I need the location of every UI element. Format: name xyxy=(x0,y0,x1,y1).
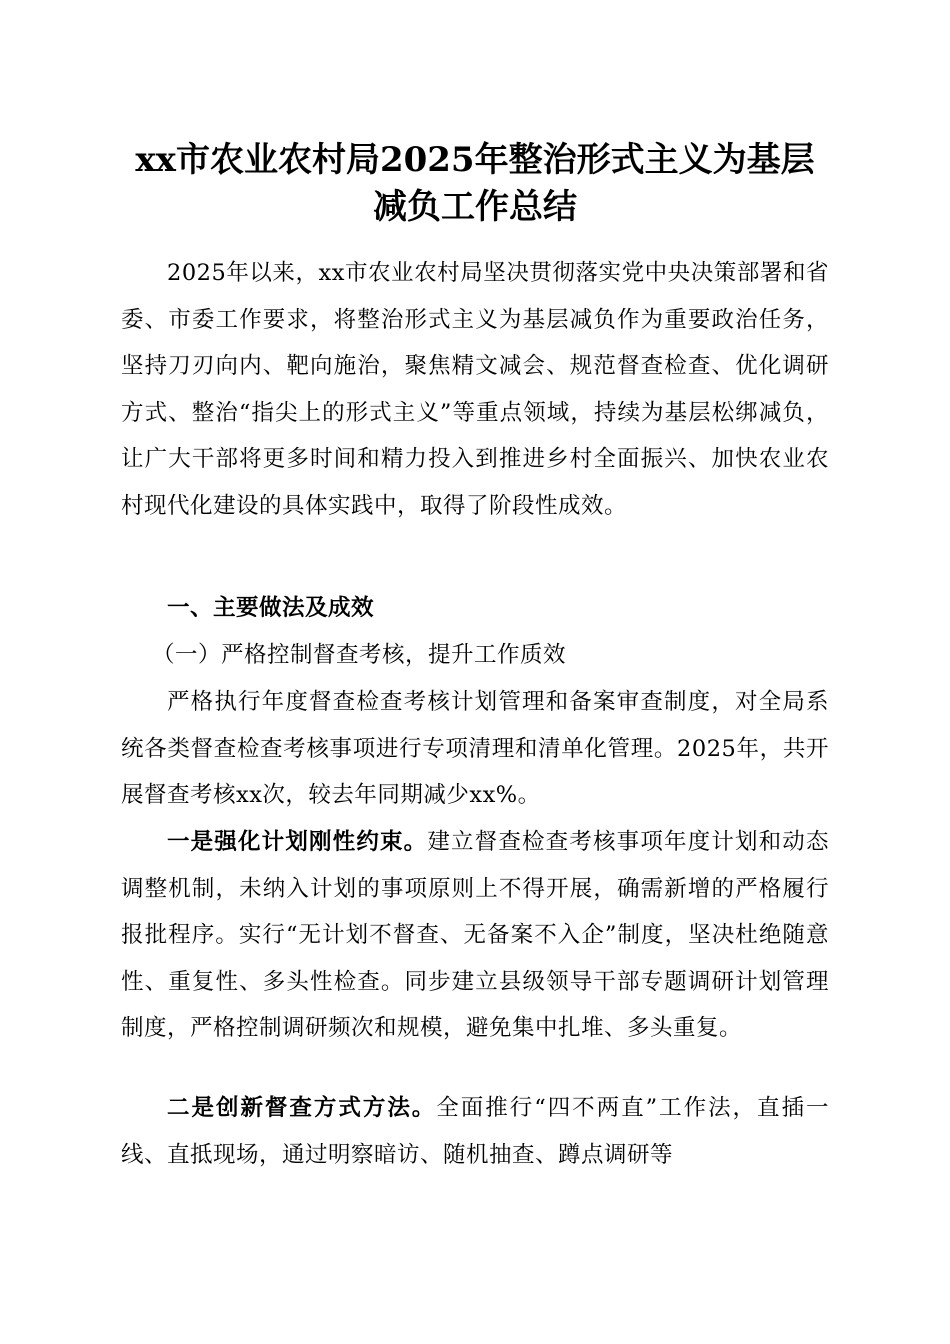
paragraph-4 xyxy=(121,1085,829,1178)
document-title-line-1: xx市农业农村局2025年整治形式主义为基层 xyxy=(135,140,815,180)
paragraph-3 xyxy=(121,819,829,1052)
paragraph-3-lead: 一是强化计划刚性约束。 xyxy=(167,829,428,855)
subsection-heading-1: （一）严格控制督查考核，提升工作质效 xyxy=(152,642,567,668)
paragraph-4-lead: 二是创新督查方式方法。 xyxy=(167,1095,437,1121)
intro-paragraph: 2025年以来，xx市农业农村局坚决贯彻落实党中央决策部署和省委、市委工作要求，将整治形式主义为基层减负作为重要政治任务，坚持刀刃向内、靶向施治，聚焦精文减会、规范督查检查、优化调研方式、整治“指尖上的形式主义”等重点领域，持续为基层松绑减负，让广大干部将更多时间和精力投入到推进乡村全面振兴、加快农业农村现代化建设的具体实践中，取得了阶段性成效。 xyxy=(121,260,829,519)
paragraph-3-body: 建立督查检查考核事项年度计划和动态调整机制，未纳入计划的事项原则上不得开展，确需新增的严格履行报批程序。实行“无计划不督查、无备案不入企”制度，坚决杜绝随意性、重复性、多头性检查。同步建立县级领导干部专题调研计划管理制度，严格控制调研频次和规模，避免集中扎堆、多头重复。 xyxy=(121,829,829,1041)
section-heading-1: 一、主要做法及成效 xyxy=(167,595,375,621)
document-title-line-2: 减负工作总结 xyxy=(373,187,577,227)
paragraph-4-body: 全面推行“四不两直”工作法，直插一线、直抵现场，通过明察暗访、随机抽查、蹲点调研等 xyxy=(121,1095,829,1168)
paragraph-2: 严格执行年度督查检查考核计划管理和备案审查制度，对全局系统各类督查检查考核事项进行专项清理和清单化管理。2025年，共开展督查考核xx次，较去年同期减少xx%。 xyxy=(121,689,829,808)
